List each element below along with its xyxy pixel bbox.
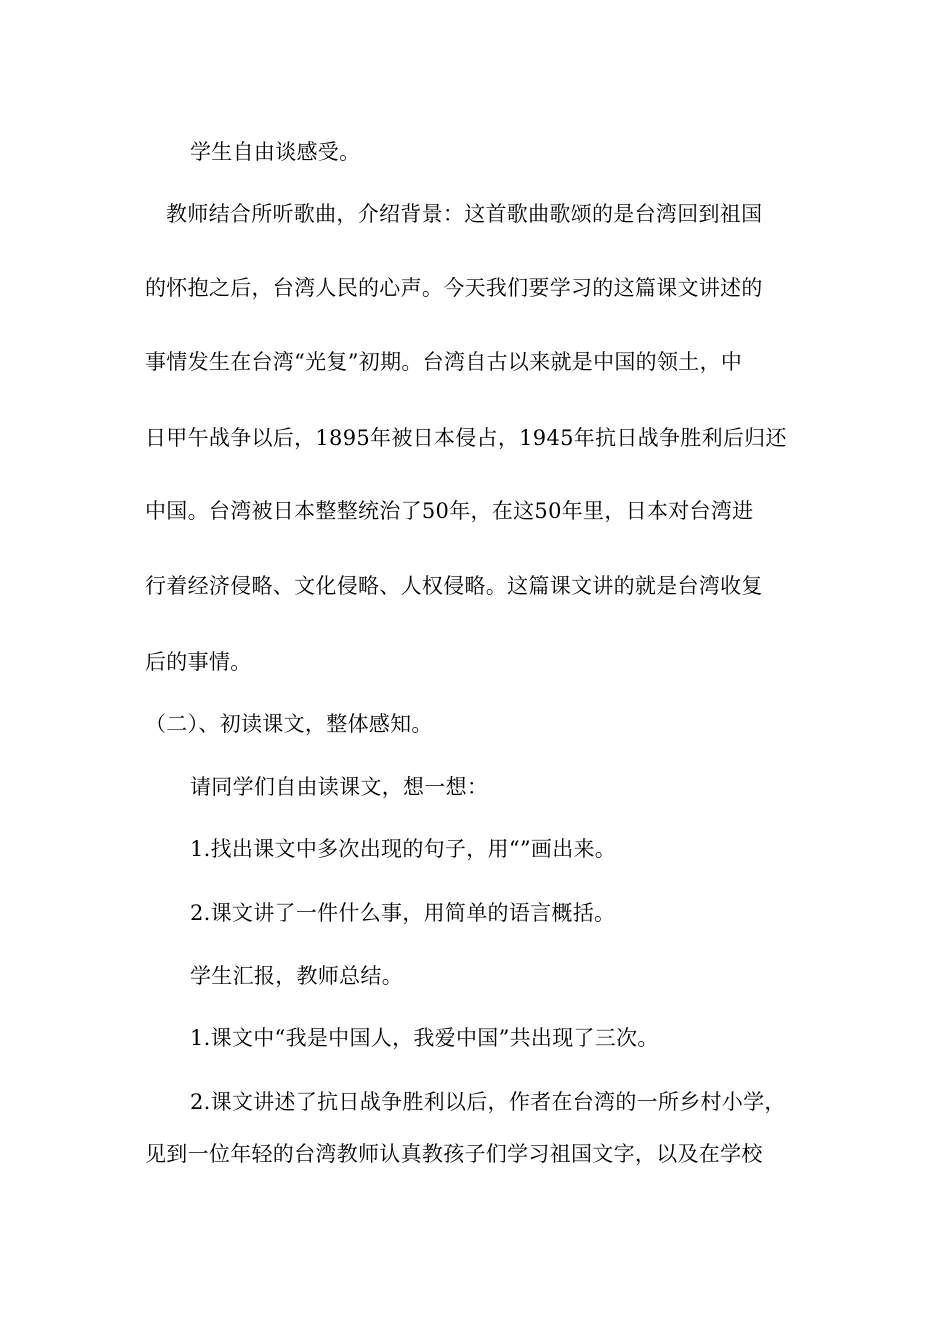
paragraph-line: 见到一位年轻的台湾教师认真教孩子们学习祖国文字，以及在学校 (145, 1142, 763, 1166)
paragraph-line: 教师结合所听歌曲，介绍背景：这首歌曲歌颂的是台湾回到祖国 (166, 202, 763, 226)
paragraph-line: 后的事情。 (145, 650, 252, 674)
paragraph-line: 中国。台湾被日本整整统治了50年，在这50年里，日本对台湾进 (145, 499, 754, 523)
paragraph-line: 日甲午战争以后，1895年被日本侵占，1945年抗日战争胜利后归还 (145, 426, 787, 450)
section-heading: （二）、初读课文，整体感知。 (145, 712, 433, 736)
paragraph-line: 学生汇报，教师总结。 (190, 964, 403, 988)
list-item: 1.找出课文中多次出现的句子，用“”画出来。 (190, 837, 617, 861)
list-item: 1.课文中“我是中国人，我爱中国”共出现了三次。 (190, 1026, 659, 1050)
list-item: 2.课文讲了一件什么事，用简单的语言概括。 (190, 901, 616, 925)
paragraph-line: 事情发生在台湾“光复”初期。台湾自古以来就是中国的领土，中 (145, 350, 743, 374)
paragraph-line: 行着经济侵略、文化侵略、人权侵略。这篇课文讲的就是台湾收复 (145, 574, 763, 598)
paragraph-line: 请同学们自由读课文，想一想： (190, 775, 489, 799)
paragraph-line: 的怀抱之后，台湾人民的心声。今天我们要学习的这篇课文讲述的 (145, 276, 763, 300)
list-item: 2.课文讲述了抗日战争胜利以后，作者在台湾的一所乡村小学， (190, 1090, 786, 1114)
paragraph-line: 学生自由谈感受。 (190, 140, 361, 164)
